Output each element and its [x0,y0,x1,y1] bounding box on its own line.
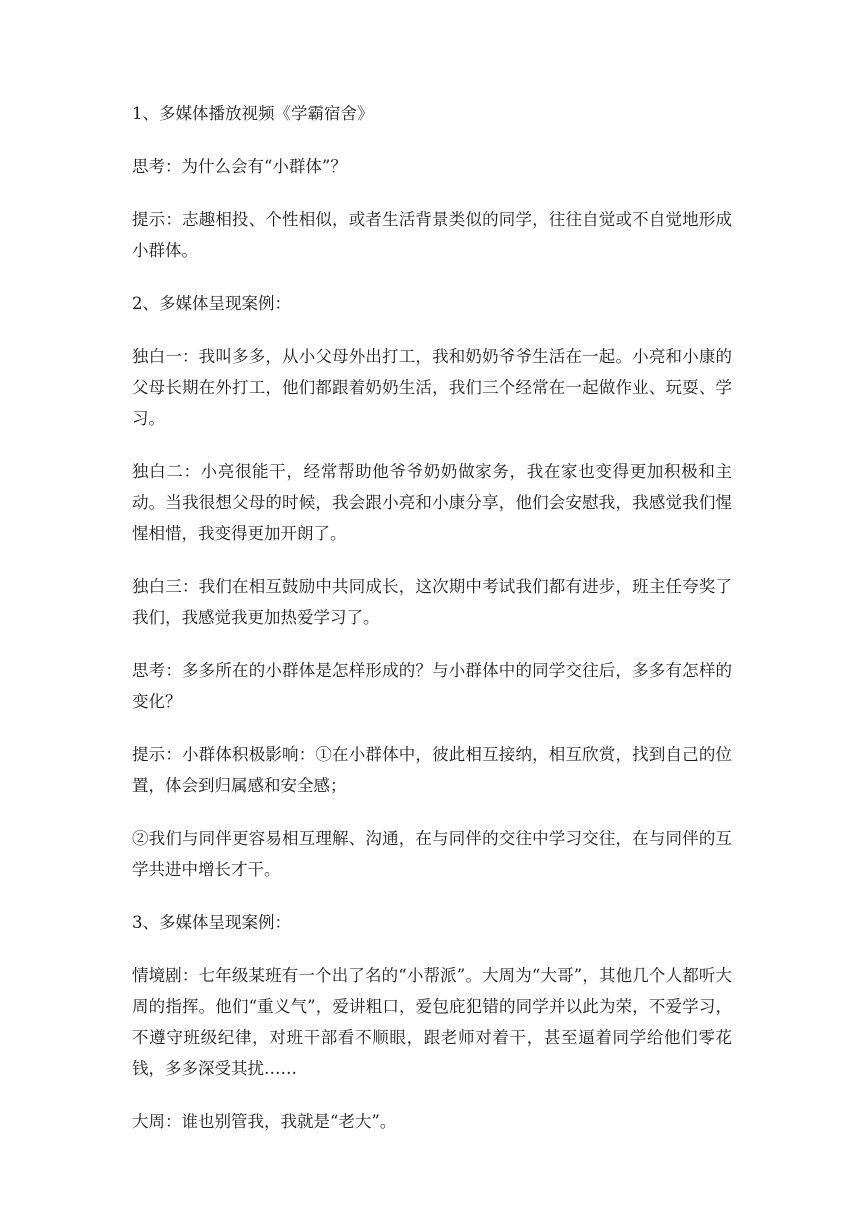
document-body [132,98,732,1159]
paragraph-13: 大周：谁也别管我，我就是“老大”。 [132,1112,397,1131]
paragraph-3: 提示：志趣相投、个性相似，或者生活背景类似的同学，往往自觉或不自觉地形成小群体。 [132,210,732,260]
paragraph-4: 2、多媒体呈现案例： [132,294,291,313]
paragraph-8: 思考：多多所在的小群体是怎样形成的？与小群体中的同学交往后，多多有怎样的变化？ [132,661,732,711]
paragraph-12: 情境剧：七年级某班有一个出了名的“小帮派”。大周为“大哥”，其他几个人都听大周的指挥。他们“重义气”，爱讲粗口，爱包庇犯错的同学并以此为荣，不爱学习，不遵守班级纪律，对班干部看不顺眼，跟老师对着干，甚至逼着同学给他们零花钱，多多深受其扰…… [132,966,732,1078]
paragraph-1: 1、多媒体播放视频《学霸宿舍》 [132,104,374,123]
paragraph-9: 提示：小群体积极影响：①在小群体中，彼此相互接纳，相互欣赏，找到自己的位置，体会到归属感和安全感； [132,745,732,795]
paragraph-2: 思考：为什么会有“小群体”？ [132,157,347,176]
paragraph-5: 独白一：我叫多多，从小父母外出打工，我和奶奶爷爷生活在一起。小亮和小康的父母长期在外打工，他们都跟着奶奶生活，我们三个经常在一起做作业、玩耍、学习。 [132,347,732,428]
paragraph-10: ②我们与同伴更容易相互理解、沟通，在与同伴的交往中学习交往，在与同伴的互学共进中增长才干。 [132,829,732,879]
paragraph-11: 3、多媒体呈现案例： [132,913,291,932]
paragraph-6: 独白二：小亮很能干，经常帮助他爷爷奶奶做家务，我在家也变得更加积极和主动。当我很想父母的时候，我会跟小亮和小康分享，他们会安慰我，我感觉我们惺惺相惜，我变得更加开朗了。 [132,462,732,543]
paragraph-7: 独白三：我们在相互鼓励中共同成长，这次期中考试我们都有进步，班主任夸奖了我们，我感觉我更加热爱学习了。 [132,577,732,627]
